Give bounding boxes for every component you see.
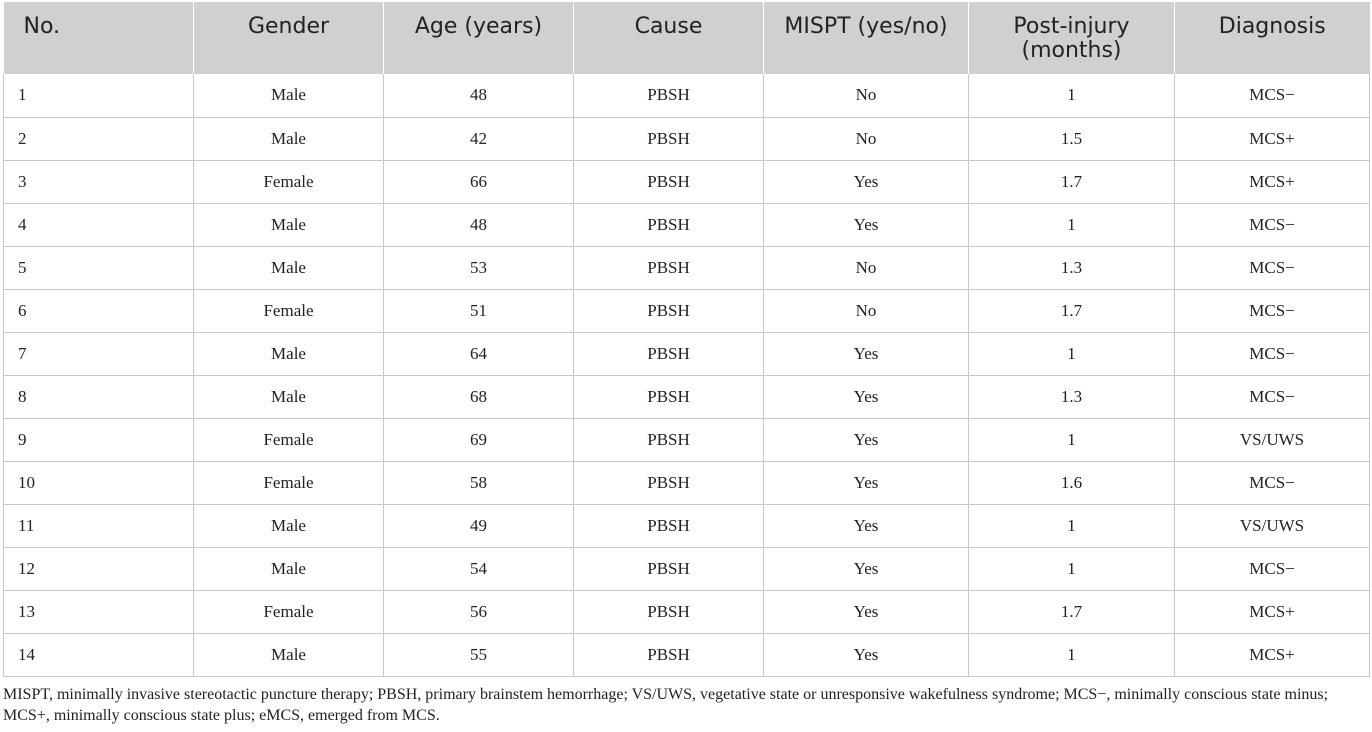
cell-post-injury: 1.5 [969,117,1175,160]
cell-no: 8 [4,375,194,418]
table-row [4,418,1370,461]
header-label: Diagnosis [1218,14,1326,39]
cell-no: 10 [4,461,194,504]
table-row [4,590,1370,633]
cell-cause: PBSH [574,418,764,461]
cell-gender: Female [194,461,384,504]
cell-mispt: Yes [764,461,969,504]
cell-no: 1 [4,74,194,117]
cell-no: 13 [4,590,194,633]
cell-cause: PBSH [574,332,764,375]
cell-post-injury: 1.7 [969,289,1175,332]
header-no [4,2,194,74]
table-row [4,461,1370,504]
cell-age: 42 [384,117,574,160]
table-row [4,74,1370,117]
cell-cause: PBSH [574,160,764,203]
cell-gender: Male [194,633,384,676]
cell-gender: Female [194,418,384,461]
cell-mispt: Yes [764,375,969,418]
cell-gender: Male [194,504,384,547]
cell-post-injury: 1.3 [969,246,1175,289]
cell-diagnosis: MCS− [1175,547,1370,590]
cell-post-injury: 1.3 [969,375,1175,418]
cell-no: 11 [4,504,194,547]
cell-cause: PBSH [574,633,764,676]
table-footnote: MISPT, minimally invasive stereotactic puncture therapy; PBSH, primary brainstem hemorrhage; VS/UWS, vegetative state or unresponsive wakefulness syndrome; MCS−, minimally conscious state minus; MCS+, minimally conscious state plus; eMCS, emerged from MCS. [3,686,1329,724]
cell-diagnosis: MCS+ [1175,590,1370,633]
cell-age: 66 [384,160,574,203]
cell-diagnosis: MCS+ [1175,160,1370,203]
cell-diagnosis: MCS− [1175,74,1370,117]
header-label: Age (years) [414,14,543,39]
cell-diagnosis: VS/UWS [1175,504,1370,547]
cell-age: 69 [384,418,574,461]
cell-diagnosis: MCS+ [1175,117,1370,160]
cell-age: 48 [384,74,574,117]
cell-diagnosis: MCS− [1175,461,1370,504]
cell-no: 2 [4,117,194,160]
cell-mispt: Yes [764,160,969,203]
cell-gender: Female [194,590,384,633]
cell-mispt: Yes [764,332,969,375]
cell-diagnosis: MCS− [1175,203,1370,246]
cell-diagnosis: MCS+ [1175,633,1370,676]
table-row [4,547,1370,590]
cell-diagnosis: MCS− [1175,246,1370,289]
cell-no: 4 [4,203,194,246]
cell-gender: Male [194,117,384,160]
table-row [4,203,1370,246]
cell-cause: PBSH [574,375,764,418]
cell-age: 54 [384,547,574,590]
cell-age: 53 [384,246,574,289]
cell-cause: PBSH [574,504,764,547]
cell-post-injury: 1 [969,547,1175,590]
cell-gender: Male [194,547,384,590]
table-row [4,375,1370,418]
cell-mispt: Yes [764,504,969,547]
cell-cause: PBSH [574,117,764,160]
cell-diagnosis: MCS− [1175,332,1370,375]
cell-mispt: Yes [764,547,969,590]
cell-no: 9 [4,418,194,461]
cell-mispt: No [764,117,969,160]
table-container [3,2,1369,677]
header-label: Cause [634,14,703,39]
cell-age: 58 [384,461,574,504]
cell-age: 49 [384,504,574,547]
cell-age: 64 [384,332,574,375]
cell-cause: PBSH [574,203,764,246]
cell-gender: Female [194,160,384,203]
cell-post-injury: 1 [969,74,1175,117]
cell-cause: PBSH [574,547,764,590]
patient-table [3,2,1370,677]
cell-age: 48 [384,203,574,246]
table-row [4,117,1370,160]
header-row [4,2,1370,74]
table-row [4,246,1370,289]
cell-post-injury: 1 [969,633,1175,676]
header-label: Gender [247,14,330,39]
header-post-injury [969,2,1175,74]
cell-age: 51 [384,289,574,332]
cell-mispt: Yes [764,418,969,461]
cell-gender: Male [194,203,384,246]
cell-post-injury: 1 [969,418,1175,461]
cell-no: 14 [4,633,194,676]
cell-mispt: No [764,74,969,117]
header-label: MISPT (yes/no) [784,14,948,39]
cell-diagnosis: MCS− [1175,289,1370,332]
table-body [4,74,1370,676]
cell-gender: Male [194,246,384,289]
cell-mispt: Yes [764,633,969,676]
cell-mispt: Yes [764,203,969,246]
cell-post-injury: 1.7 [969,590,1175,633]
cell-age: 55 [384,633,574,676]
cell-no: 3 [4,160,194,203]
header-label: Post-injury (months) [1013,14,1130,63]
cell-cause: PBSH [574,461,764,504]
cell-post-injury: 1.6 [969,461,1175,504]
cell-mispt: Yes [764,590,969,633]
cell-gender: Male [194,375,384,418]
header-cause [574,2,764,74]
cell-no: 6 [4,289,194,332]
cell-no: 7 [4,332,194,375]
header-mispt [764,2,969,74]
cell-cause: PBSH [574,246,764,289]
cell-mispt: No [764,289,969,332]
cell-no: 5 [4,246,194,289]
cell-post-injury: 1 [969,504,1175,547]
cell-age: 68 [384,375,574,418]
cell-post-injury: 1.7 [969,160,1175,203]
table-row [4,633,1370,676]
header-diagnosis [1175,2,1370,74]
table-row [4,289,1370,332]
cell-post-injury: 1 [969,332,1175,375]
cell-no: 12 [4,547,194,590]
cell-diagnosis: VS/UWS [1175,418,1370,461]
header-label: No. [23,14,61,39]
cell-age: 56 [384,590,574,633]
cell-gender: Male [194,332,384,375]
cell-cause: PBSH [574,289,764,332]
cell-cause: PBSH [574,590,764,633]
cell-gender: Female [194,289,384,332]
cell-cause: PBSH [574,74,764,117]
cell-diagnosis: MCS− [1175,375,1370,418]
cell-mispt: No [764,246,969,289]
table-row [4,504,1370,547]
header-age [384,2,574,74]
cell-gender: Male [194,74,384,117]
cell-post-injury: 1 [969,203,1175,246]
table-row [4,332,1370,375]
table-row [4,160,1370,203]
header-gender [194,2,384,74]
